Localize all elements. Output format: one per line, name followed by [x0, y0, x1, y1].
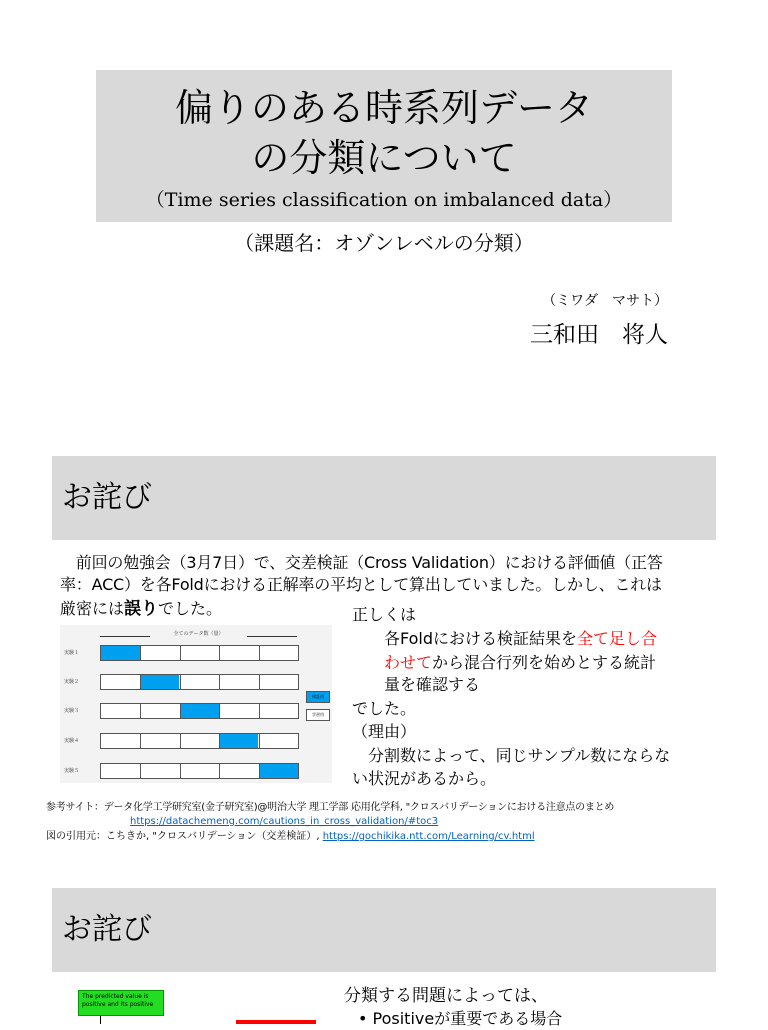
correction-line: 量を確認する	[352, 675, 481, 694]
fold-divider	[219, 675, 220, 689]
fold-divider	[140, 646, 141, 660]
apology-text-line: 率：ACC）を各Foldにおける正解率の平均として算出していました。しかし、これは	[60, 575, 662, 594]
figure-source	[46, 830, 535, 843]
section-header-bar	[52, 456, 716, 540]
fold-row-label: 実験３	[64, 708, 80, 714]
fold-divider	[180, 734, 181, 748]
figure-source-link[interactable]: https://gochikika.ntt.com/Learning/cv.html	[322, 831, 535, 842]
legend-train: 学習用	[306, 709, 330, 721]
fold-divider	[219, 646, 220, 660]
fold-divider	[180, 675, 181, 689]
legend-test: 検証用	[306, 691, 330, 703]
fold-divider	[259, 646, 260, 660]
down-arrow-icon	[100, 1016, 101, 1024]
test-fold-segment	[180, 704, 219, 718]
title-line-1: 偏りのある時系列データ	[174, 86, 593, 130]
fold-row-label: 実験４	[64, 738, 80, 744]
apology-text: でした。	[158, 599, 223, 618]
highlight-text: わせて	[384, 653, 433, 672]
cross-validation-figure	[60, 625, 332, 783]
apology-text-line: 前回の勉強会（3月7日）で、交差検証（Cross Validation）における評価値（正答	[60, 553, 663, 572]
fold-divider	[180, 704, 181, 718]
section-header-title: お詫び	[62, 912, 152, 947]
fold-row-label: 実験１	[64, 650, 80, 656]
reference-link[interactable]: https://datachemeng.com/cautions_in_cross_validation/#toc3	[130, 816, 439, 827]
fold-row	[100, 763, 299, 779]
fold-divider	[259, 704, 260, 718]
fold-divider	[219, 764, 220, 778]
fold-divider	[140, 734, 141, 748]
fold-divider	[140, 675, 141, 689]
fold-divider	[259, 675, 260, 689]
assignment-name: （課題名：オゾンレベルの分類）	[234, 231, 534, 255]
title-line-2: の分類について	[251, 136, 517, 180]
author-name: 三和田 将人	[530, 322, 668, 348]
test-fold-segment	[101, 646, 140, 660]
reference-text: 参考サイト：データ化学工学研究室(金子研究室)@明治大学 理工学部 応用化学科, "クロスバリデーションにおける注意点のまとめ	[46, 802, 615, 813]
fold-divider	[219, 704, 220, 718]
red-box	[236, 1020, 316, 1024]
fold-divider	[140, 764, 141, 778]
prediction-box: The predicted value is positive and its positive	[78, 990, 164, 1016]
correction-line	[352, 628, 657, 649]
fold-divider	[140, 704, 141, 718]
correction-line: 正しくは	[352, 605, 417, 624]
fold-row-label: 実験５	[64, 768, 80, 774]
section-header-bar	[52, 888, 716, 972]
figure-source-text: 図の引用元：こちきか, "クロスバリデーション（交差検証）,	[46, 831, 323, 842]
fold-divider	[259, 734, 260, 748]
fold-divider	[219, 734, 220, 748]
fold-row	[100, 703, 299, 719]
fold-row-label: 実験２	[64, 679, 80, 685]
reason-line: い状況があるから。	[352, 769, 497, 788]
bullet-item: • Positiveが重要である場合	[358, 1009, 563, 1028]
test-fold-segment	[219, 734, 258, 748]
fold-divider	[180, 646, 181, 660]
fold-divider	[180, 764, 181, 778]
test-fold-segment	[259, 764, 298, 778]
correction-text-span: 各Foldにおける検証結果を	[352, 629, 578, 648]
reason-label: （理由）	[352, 722, 417, 741]
fold-row	[100, 645, 299, 661]
title-box	[96, 70, 672, 222]
reason-line: 分割数によって、同じサンプル数にならな	[352, 746, 671, 765]
error-emphasis: 誤り	[124, 599, 159, 619]
english-subtitle: （Time series classification on imbalanced data）	[145, 189, 623, 211]
fold-row	[100, 733, 299, 749]
slide-text: 分類する問題によっては、	[344, 986, 548, 1006]
fold-divider	[259, 764, 260, 778]
test-fold-segment	[140, 675, 179, 689]
correction-line: でした。	[352, 699, 417, 718]
apology-text-line	[60, 598, 222, 620]
fold-row	[100, 674, 299, 690]
section-header-title: お詫び	[62, 480, 152, 515]
highlight-text: 全て足し合	[577, 629, 658, 648]
author-kana: （ミワダ マサト）	[542, 293, 668, 309]
correction-text-span: から混合行列を始めとする統計	[432, 653, 657, 672]
apology-text: 厳密には	[60, 599, 125, 618]
correction-line	[352, 652, 656, 673]
figure-top-label: 全てのデータ数（量）	[150, 631, 247, 638]
